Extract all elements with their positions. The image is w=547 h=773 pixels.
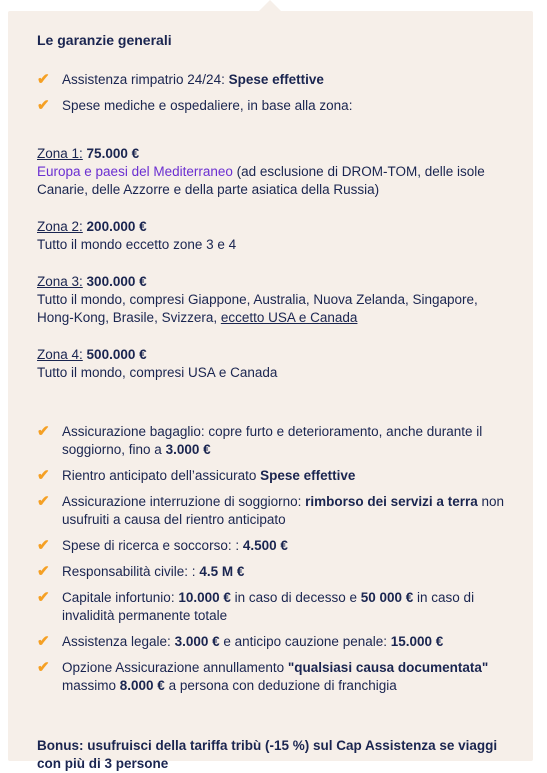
zone-4: Zona 4: 500.000 € Tutto il mondo, compresi USA e Canada [37,347,278,380]
card-pointer [259,0,281,11]
list-item: ✔ Assicurazione interruzione di soggiorno: rimborso dei servizi a terra non usufruiti a causa del rientro anticipato [37,493,504,527]
check-icon: ✔ [37,563,50,580]
list-item: ✔ Assicurazione bagaglio: copre furto e deterioramento, anche durante il soggiorno, fino a 3.000 € [37,423,483,457]
guarantees-list [37,423,507,695]
check-icon: ✔ [37,423,50,440]
check-icon: ✔ [37,493,50,510]
zone-2: Zona 2: 200.000 € Tutto il mondo eccetto zone 3 e 4 [37,219,237,252]
list-item: ✔ Responsabilità civile: : 4.5 M € [37,563,245,580]
bonus-text: Bonus: usufruisci della tariffa tribù (-15 %) sul Cap Assistenza se viaggi con più di 3 persone [37,738,498,771]
zone-amount: 200.000 € [86,219,147,234]
zone-label: Zona 1: [37,146,83,161]
list-item: ✔ Spese mediche e ospedaliere, in base alla zona: [37,97,353,114]
zone-amount: 300.000 € [86,274,147,289]
check-icon: ✔ [37,467,50,484]
zone-amount: 75.000 € [86,146,140,161]
check-icon: ✔ [37,71,50,88]
list-item: ✔ Assistenza rimpatrio 24/24: Spese effettive [37,71,324,88]
zone-1: Zona 1: 75.000 € Europa e paesi del Mediterraneo (ad esclusione di DROM-TOM, delle isole Canarie, delle Azzorre e della parte asiatica della Russia) [37,146,485,197]
zone-label: Zona 3: [37,274,83,289]
zone-exception: eccetto USA e Canada [220,310,358,325]
check-icon: ✔ [37,633,50,650]
check-icon: ✔ [37,97,50,114]
zone-label: Zona 2: [37,219,83,234]
check-icon: ✔ [37,537,50,554]
section-title: Le garanzie generali [37,32,172,48]
list-item: ✔ Opzione Assicurazione annullamento "qualsiasi causa documentata" massimo 8.000 € a persona con deduzione di franchigia [37,659,489,693]
zone-label: Zona 4: [37,347,83,362]
guarantees-card [8,11,533,771]
check-icon: ✔ [37,659,50,676]
list-item: ✔ Assistenza legale: 3.000 € e anticipo cauzione penale: 15.000 € [37,633,444,650]
list-item: ✔ Rientro anticipato dell’assicurato Spese effettive [37,467,356,484]
zone-amount: 500.000 € [86,347,147,362]
top-list [37,71,507,115]
list-item: ✔ Capitale infortunio: 10.000 € in caso di decesso e 50 000 € in caso di invalidità permanente totale [37,589,475,623]
zone-highlight: Europa e paesi del Mediterraneo [37,164,233,179]
list-item: ✔ Spese di ricerca e soccorso: : 4.500 € [37,537,288,554]
zone-3: Zona 3: 300.000 € Tutto il mondo, compresi Giappone, Australia, Nuova Zelanda, Singapore, Hong-Kong, Brasile, Svizzera, eccetto USA e Canada [37,274,478,325]
card-content [37,31,507,773]
check-icon: ✔ [37,589,50,606]
